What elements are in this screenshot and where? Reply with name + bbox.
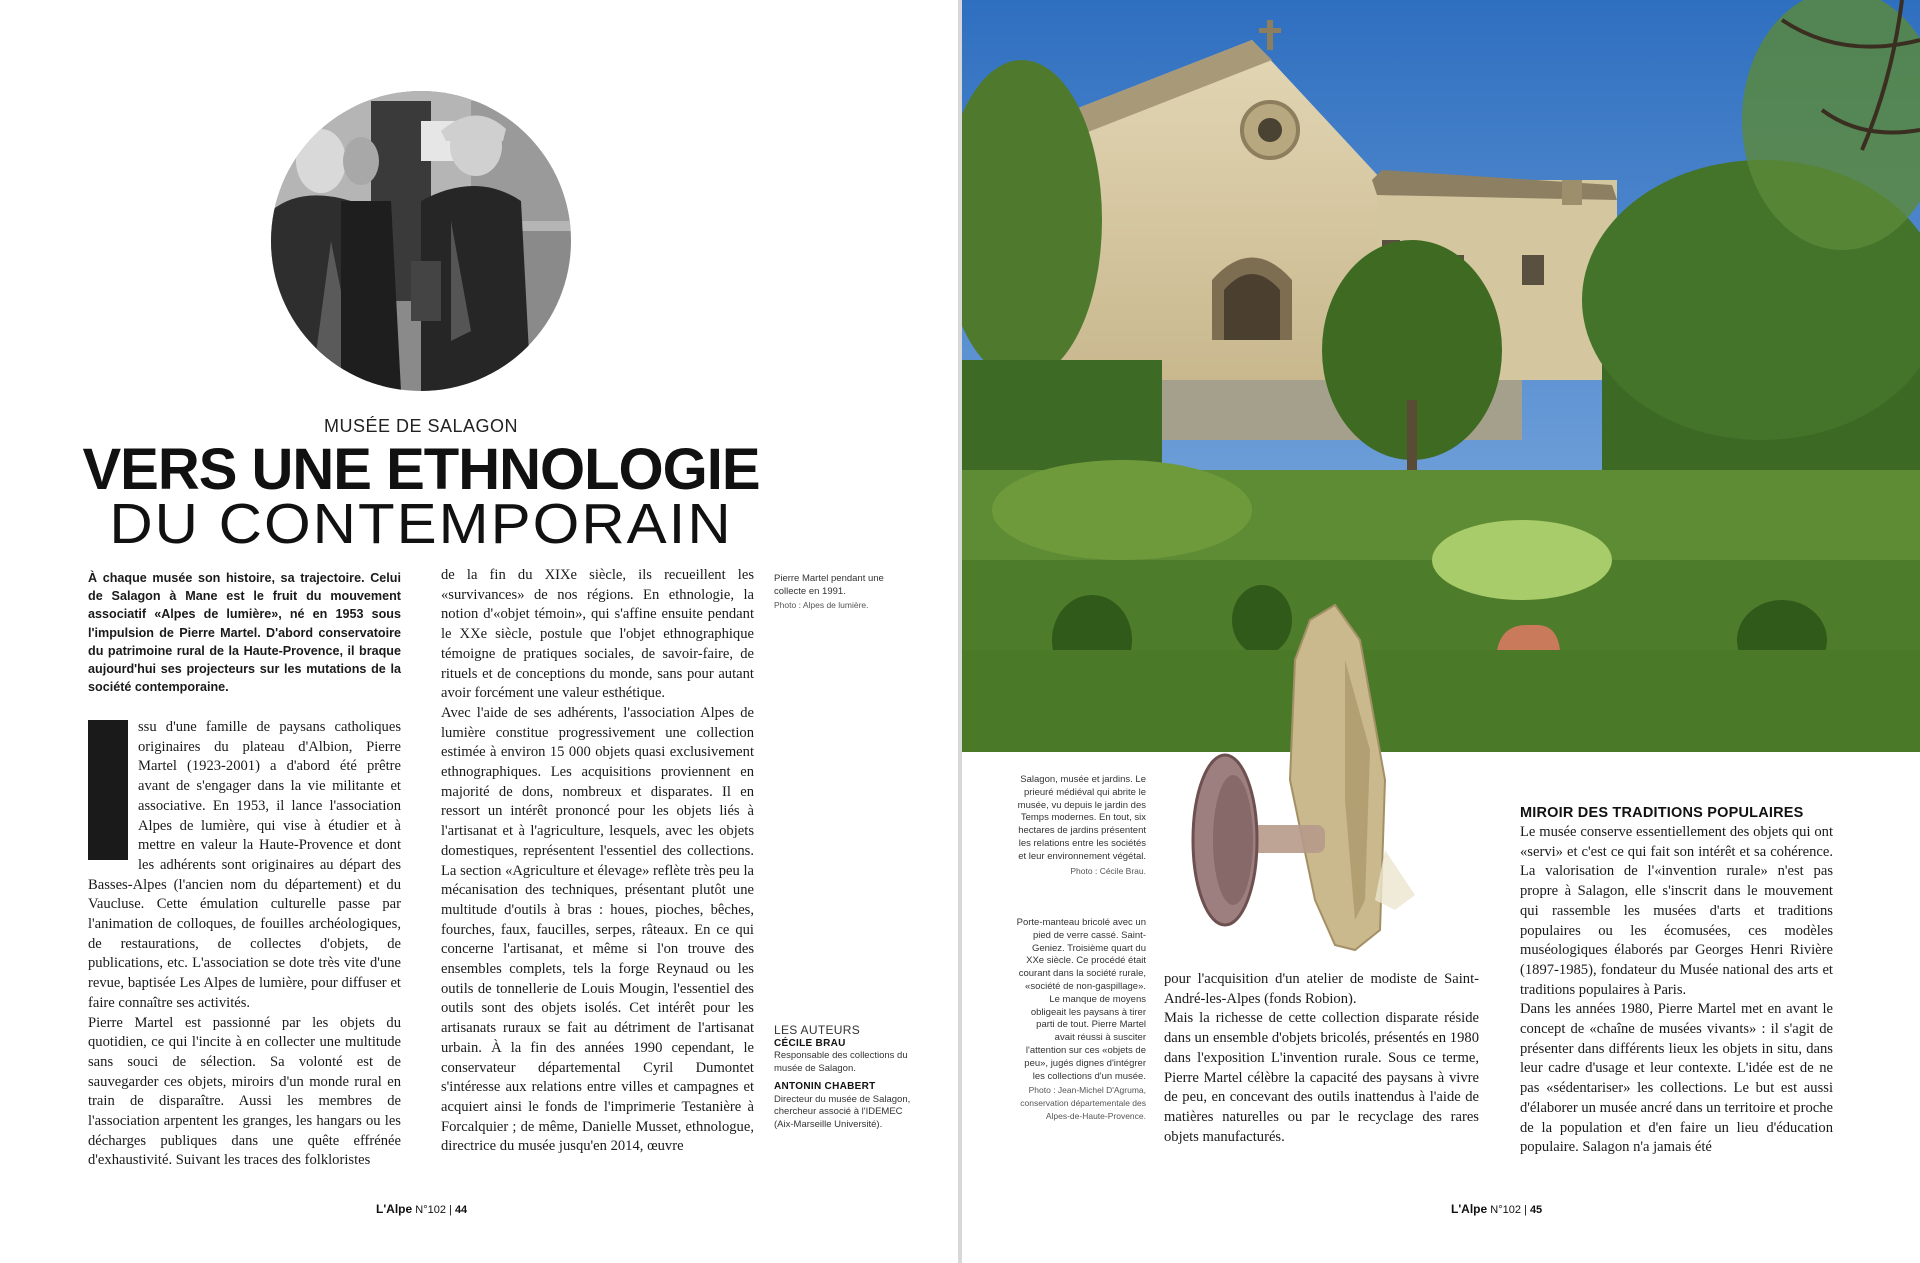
authors-label: LES AUTEURS — [774, 1023, 860, 1037]
col2-paragraph: Avec l'aide de ses adhérents, l'association Alpes de lumière constitue progressivement une collection estimée à environ 15 000 objets quasi exclusivement ethnographiques. Les acquisitions proviennent en majorité de dons, nombreux et disparates. Il en ressort un intérêt prononcé pour les objets liés à l'artisanat et à l'agriculture, lesquels, avec les objets domestiques, représentent l'essentiel des collections. La section «Agriculture et élevage» reflète très peu la mécanisation des techniques, présentant plutôt une multitude d'outils à bras : houes, pioches, bêches, fourches, faux, faucilles, serpes, râteaux. En ce qui concerne l'artisanat, et même si l'on trouve des ensembles complets, tels la forge Reynaud ou les outils de tonnellerie de Louis Mougin, l'essentiel des outils sont des objets isolés. Cet intérêt pour les artisanats ruraux se fait au détriment de l'artisanat urbain. À la fin des années 1990 cependant, le conservateur départemental Cyril Dumontet s'intéresse aux relations entre villes et campagnes et acquiert ainsi le fonds de l'imprimerie Testanière à Forcalquier ; de même, Danielle Musset, ethnologue, directrice du musée jusqu'en 2014, œuvre — [441, 704, 754, 1155]
object-caption-text: Porte-manteau bricolé avec un pied de verre cassé. Saint-Geniez. Troisième quart du XXe siècle. Ce procédé était courant dans la société rurale, «société de non-gaspillage». Le manque de moyens obligeait les paysans à tirer parti de tout. Pierre Martel avait réussi à susciter l'attention sur ces «objets de peu», jugés dignes d'intégrer les collections d'un musée. — [1016, 917, 1146, 1082]
footer-right: L'Alpe N°102 | 45 — [1451, 1202, 1543, 1216]
author-2-role: Directeur du musée de Salagon, chercheur associé à l'IDEMEC (Aix-Marseille Université). — [774, 1093, 911, 1130]
author-1-role: Responsable des collections du musée de Salagon. — [774, 1050, 908, 1074]
photo-caption — [774, 572, 914, 612]
object-caption-credit: Photo : Jean-Michel D'Agruma, conservation départementale des Alpes-de-Haute-Provence. — [1020, 1085, 1146, 1121]
photo-credit: Photo : Alpes de lumière. — [774, 600, 869, 610]
col3-paragraph: Mais la richesse de cette collection disparate réside dans un ensemble d'objets bricolés, présentés en 1980 dans l'exposition L'invention rurale. Sous ce terme, Pierre Martel célèbre la capacité des paysans à vivre de peu, en concevant des outils inattendus à l'aide de matières naturelles ou par le recyclage des rares objets manufacturés. — [1164, 1010, 1479, 1145]
author-1-name: CÉCILE BRAU — [774, 1037, 846, 1049]
footer-brand: L'Alpe — [376, 1202, 413, 1216]
col2-paragraph: de la fin du XIXe siècle, ils recueillent les «survivances» de nos régions. En ethnologie, la notion d'«objet témoin», qui s'affine ensuite pendant le XXe siècle, postule que l'objet ethnographique témoigne de pratiques sociales, de savoir-faire, de rituels et de conceptions du monde, sans pour autant avoir forcément une valeur esthétique. — [441, 567, 754, 702]
title-line-2: DU CONTEMPORAIN — [109, 491, 733, 556]
hero-caption-text: Salagon, musée et jardins. Le prieuré médiéval qui abrite le musée, vu depuis le jardin des Temps modernes. En tout, six hectares de jardins présentent les relations entre les sociétés et leur environnement végétal. — [1017, 774, 1146, 862]
footer-brand: L'Alpe — [1451, 1202, 1488, 1216]
col4-paragraph: Le musée conserve essentiellement des objets qui ont «servi» et c'est ce qui fait son intérêt et sa cohérence. La valorisation de l'«invention rurale» n'est pas propre à Salagon, elle s'inscrit dans le mouvement qui rassemble les musées d'arts et traditions populaires ou les écomusées, ces modèles muséologiques élaborés par Georges Henri Rivière (1897-1985), fondateur du Musée national des arts et traditions populaires à Paris. — [1520, 824, 1833, 998]
column-2 — [441, 566, 754, 1157]
left-page — [0, 0, 958, 1263]
footer-issue: N°102 — [415, 1204, 446, 1216]
hero-caption — [1016, 774, 1146, 877]
circle-photo-pierre-martel — [271, 91, 571, 391]
section-heading: MIROIR DES TRADITIONS POPULAIRES — [1520, 805, 1804, 821]
lead-paragraph: À chaque musée son histoire, sa trajectoire. Celui de Salagon à Mane est le fruit du mouvement associatif «Alpes de lumière», né en 1953 sous l'impulsion de Pierre Martel. D'abord conservatoire du patrimoine rural de la Haute-Provence, il braque aujourd'hui ses projecteurs sur les mutations de la société contemporaine. — [88, 571, 401, 695]
col3-paragraph: pour l'acquisition d'un atelier de modiste de Saint-André-les-Alpes (fonds Robion). — [1164, 971, 1479, 1007]
column-1 — [88, 718, 401, 1171]
drop-cap-block — [88, 720, 128, 860]
title-line-1: VERS UNE ETHNOLOGIE — [82, 437, 760, 502]
author-2-name: ANTONIN CHABERT — [774, 1081, 876, 1092]
photo-caption-text: Pierre Martel pendant une collecte en 1991. — [774, 573, 884, 597]
coat-rack-object-photo — [1185, 600, 1455, 960]
footer-issue: N°102 — [1490, 1204, 1521, 1216]
column-4 — [1520, 823, 1833, 1158]
col1-paragraph: ssu d'une famille de paysans catholiques originaires du plateau d'Albion, Pierre Martel (1923-2001) a d'abord été prêtre avant de s'engager dans la vie militante et associative. En 1953, il lance l'association Alpes de lumière, qui vise à étudier et à mettre en valeur la Haute-Provence et dont les adhérents sont originaires au départ des Basses-Alpes (l'ancien nom du département) et du Vaucluse. Cette émulation culturelle passe par l'animation de colloques, de fouilles archéologiques, de restaurations, de collectes d'objets, de publications, etc. L'association se dote très vite d'une revue, baptisée Les Alpes de lumière, pour diffuser et faire connaître ses activités. — [88, 719, 401, 1011]
hero-caption-credit: Photo : Cécile Brau. — [1070, 865, 1146, 876]
kicker: MUSÉE DE SALAGON — [323, 416, 519, 436]
col1-paragraph: Pierre Martel est passionné par les objets du quotidien, ce qui l'incite à en collecter une multitude sans souci de sélection. Sa volonté est de sauvegarder ces objets, miroirs d'un monde rural en train de disparaître. Aussi les membres de l'association arpentent les granges, les hangars ou les décharges publiques dans une quête effrénée d'exhaustivité. Suivant les traces des folkloristes — [88, 1014, 401, 1169]
page-number: 45 — [1529, 1204, 1543, 1216]
column-3 — [1164, 970, 1479, 1147]
bw-photo-icon — [271, 91, 571, 391]
footer-left: L'Alpe N°102 | 44 — [376, 1202, 468, 1216]
authors-box — [774, 1024, 924, 1131]
object-caption — [1016, 917, 1146, 1123]
page-number: 44 — [454, 1204, 468, 1216]
col4-paragraph: Dans les années 1980, Pierre Martel met en avant le concept de «chaîne de musées vivants» : il s'agit de présenter dans différents lieux les objets in situ, dans leur cadre d'usage et leur contexte. L'idée est de ne pas «sédentariser» les collections. Le but est aussi d'élaborer un musée ancré dans un territoire et proche de la population et d'en faire un lieu d'éducation populaire. Salagon n'a jamais été — [1520, 1001, 1834, 1156]
